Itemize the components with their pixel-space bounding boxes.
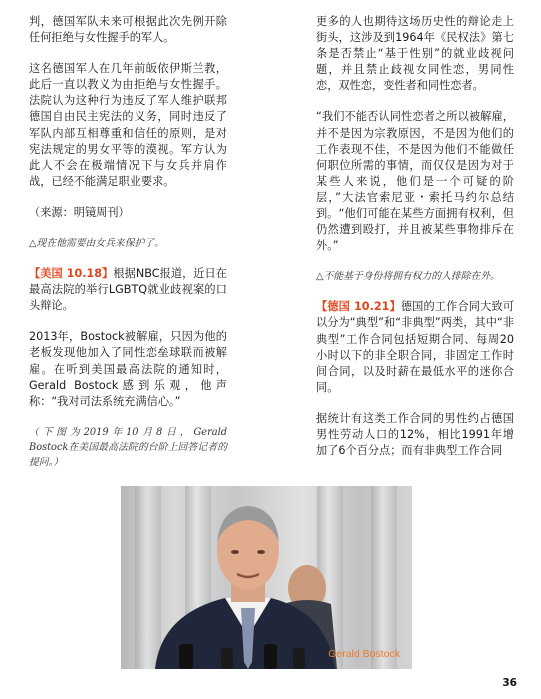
page-number: 36 [502,677,517,689]
paragraph: 判，德国军队未来可根据此次先例开除任何拒绝与女性握手的军人。 [29,15,227,45]
photo-caption: △现在他需要由女兵来保护了。 [29,238,164,250]
news-tag-usa: 【美国 10.18】 [29,267,114,281]
left-column [29,14,227,485]
photo-caption: △不能基于身份将拥有权力的人排除在外。 [316,271,500,283]
quote-paragraph: “我们不能否认同性恋者之所以被解雇，并不是因为宗教原因，不是因为他们的工作表现不佳，不是因为他们不能做任何职位所需的事情，而仅仅是因为对于某些人来说，他们是一个可疑的阶层，”大法官索尼亚・索托马约尔总结到。“他们可能在某些方面拥有权利，但仍然遭到殴打，并且被某些事物排斥在外。” [316,110,514,253]
paragraph: 这名德国军人在几年前皈依伊斯兰教，此后一直以教义为由拒绝与女性握手。法院认为这种行为违反了军人维护联邦德国自由民主宪法的义务，同时违反了军队内部互相尊重和信任的原则，是对宪法规定的男女平等的漠视。军方认为此人不会在极端情况下与女兵并肩作战，已经不能满足职业要求。 [29,62,227,188]
photo-caption: （下图为2019年10月8日，Gerald Bostock在美国最高法院的台阶上回答记者的提问。） [29,426,227,468]
news-photo [121,486,412,669]
news-tag-germany: 【德国 10.21】 [316,300,401,314]
source-note: （来源：明镜周刊） [29,205,130,219]
news-item-usa [29,266,227,314]
paragraph: 据统计有这类工作合同的男性约占德国男性劳动人口的12%，相比1991年增加了6个百分点；而有非典型工作合同 [316,411,514,458]
paragraph: 更多的人也期待这场历史性的辩论走上街头，这涉及到1964年《民权法》第七条是否禁止“基于性别”的就业歧视问题，并且禁止歧视女同性恋，男同性恋，双性恋，变性者和同性恋者。 [316,15,514,93]
news-text: 根据NBC报道，近日在最高法院的举行LGBTQ就业歧视案的口头辩论。 [29,267,227,313]
news-text: 德国的工作合同大致可以分为“典型”和“非典型”两类，其中“非典型”工作合同包括短期合同、每周20小时以下的非全职合同，非固定工作时间合同，以及时薪在最低水平的迷你合同。 [316,300,514,394]
speaker-figure [121,486,412,669]
paragraph: 2013年，Bostock被解雇，只因为他的老板发现他加入了同性恋垒球联而被解雇。在听到美国最高法院的通知时，Gerald Bostock感到乐观，他声称：“我对司法系统充满信心。” [29,330,227,408]
news-item-germany [316,299,514,396]
right-column [316,14,514,474]
photo-credit: Gerald Bostock [328,648,400,660]
